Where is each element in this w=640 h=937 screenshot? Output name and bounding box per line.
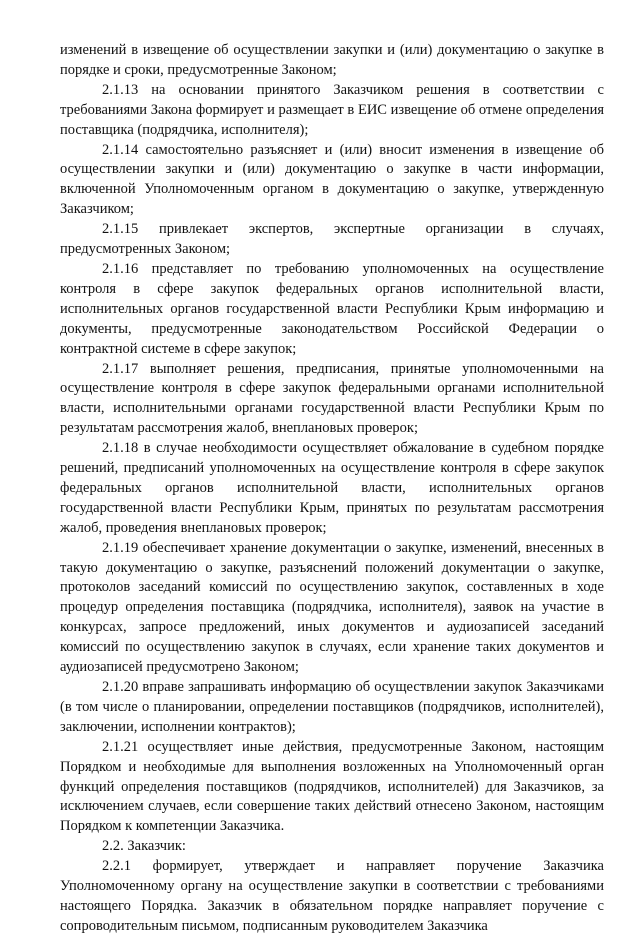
section-heading-2-2: 2.2. Заказчик:	[102, 838, 186, 855]
paragraph-2-1-18: 2.1.18 в случае необходимости осуществляет обжалование в судебном порядке решений, предписаний уполномоченных на осуществление контроля в сфере закупок федеральных органов исполнительной власти, исполнительных органов государственной власти Республики Крым, принятых по результатам рассмотрения жалоб, проведения внеплановых проверок;	[60, 440, 604, 536]
paragraph-2-1-17: 2.1.17 выполняет решения, предписания, принятые уполномоченными на осуществление контроля в сфере закупок федеральными органами исполнительной власти, исполнительными органами государственной власти Республики Крым по результатам рассмотрения жалоб, внеплановых проверок;	[60, 360, 604, 437]
paragraph-2-1-19: 2.1.19 обеспечивает хранение документации о закупке, изменений, внесенных в такую документацию о закупке, разъяснений положений документации о закупке, протоколов заседаний комиссий по осуществлению закупок, составленных в ходе процедур определения поставщика (подрядчика, исполнителя), заявок на участие в конкурсах, запросе предложений, иных документов и аудиозаписей заседаний комиссий по осуществлению закупок в случаях, если хранение таких документов и аудиозаписей предусмотрено Законом;	[60, 539, 604, 676]
paragraph-2-1-14: 2.1.14 самостоятельно разъясняет и (или) вносит изменения в извещение об осуществлении закупки и (или) документацию о закупке в части информации, включенной Уполномоченным органом в документацию о закупке, утвержденную Заказчиком;	[60, 141, 604, 218]
paragraph-2-1-13: 2.1.13 на основании принятого Заказчиком решения в соответствии с требованиями Закона формирует и размещает в ЕИС извещение об отмене определения поставщика (подрядчика, исполнителя);	[60, 81, 604, 138]
paragraph-2-2-1: 2.2.1 формирует, утверждает и направляет поручение Заказчика Уполномоченному органу на осуществление закупки в соответствии с требованиями настоящего Порядка. Заказчик в обязательном порядке направляет поручение с сопроводительным письмом, подписанным руководителем Заказчика	[60, 858, 604, 934]
paragraph-2-1-15: 2.1.15 привлекает экспертов, экспертные организации в случаях, предусмотренных Законом;	[60, 221, 604, 258]
paragraph-2-1-21: 2.1.21 осуществляет иные действия, предусмотренные Законом, настоящим Порядком и необходимые для выполнения возложенных на Уполномоченный орган функций определения поставщиков (подрядчиков, исполнителей) для Заказчиков, за исключением случаев, если совершение таких действий отнесено Законом, настоящим Порядком к компетенции Заказчика.	[60, 738, 604, 835]
paragraph-2-1-20: 2.1.20 вправе запрашивать информацию об осуществлении закупок Заказчиками (в том числе о планировании, определении поставщиков (подрядчиков, исполнителей), заключении, исполнении контрактов);	[60, 679, 604, 735]
paragraph-continuation: изменений в извещение об осуществлении закупки и (или) документацию о закупке в порядке и сроки, предусмотренные Законом;	[60, 42, 604, 78]
paragraph-2-1-16: 2.1.16 представляет по требованию уполномоченных на осуществление контроля в сфере закупок федеральных органов исполнительной власти, исполнительных органов государственной власти Республики Крым информацию и документы, предусмотренные законодательством Российской Федерации о контрактной системе в сфере закупок;	[60, 260, 604, 357]
